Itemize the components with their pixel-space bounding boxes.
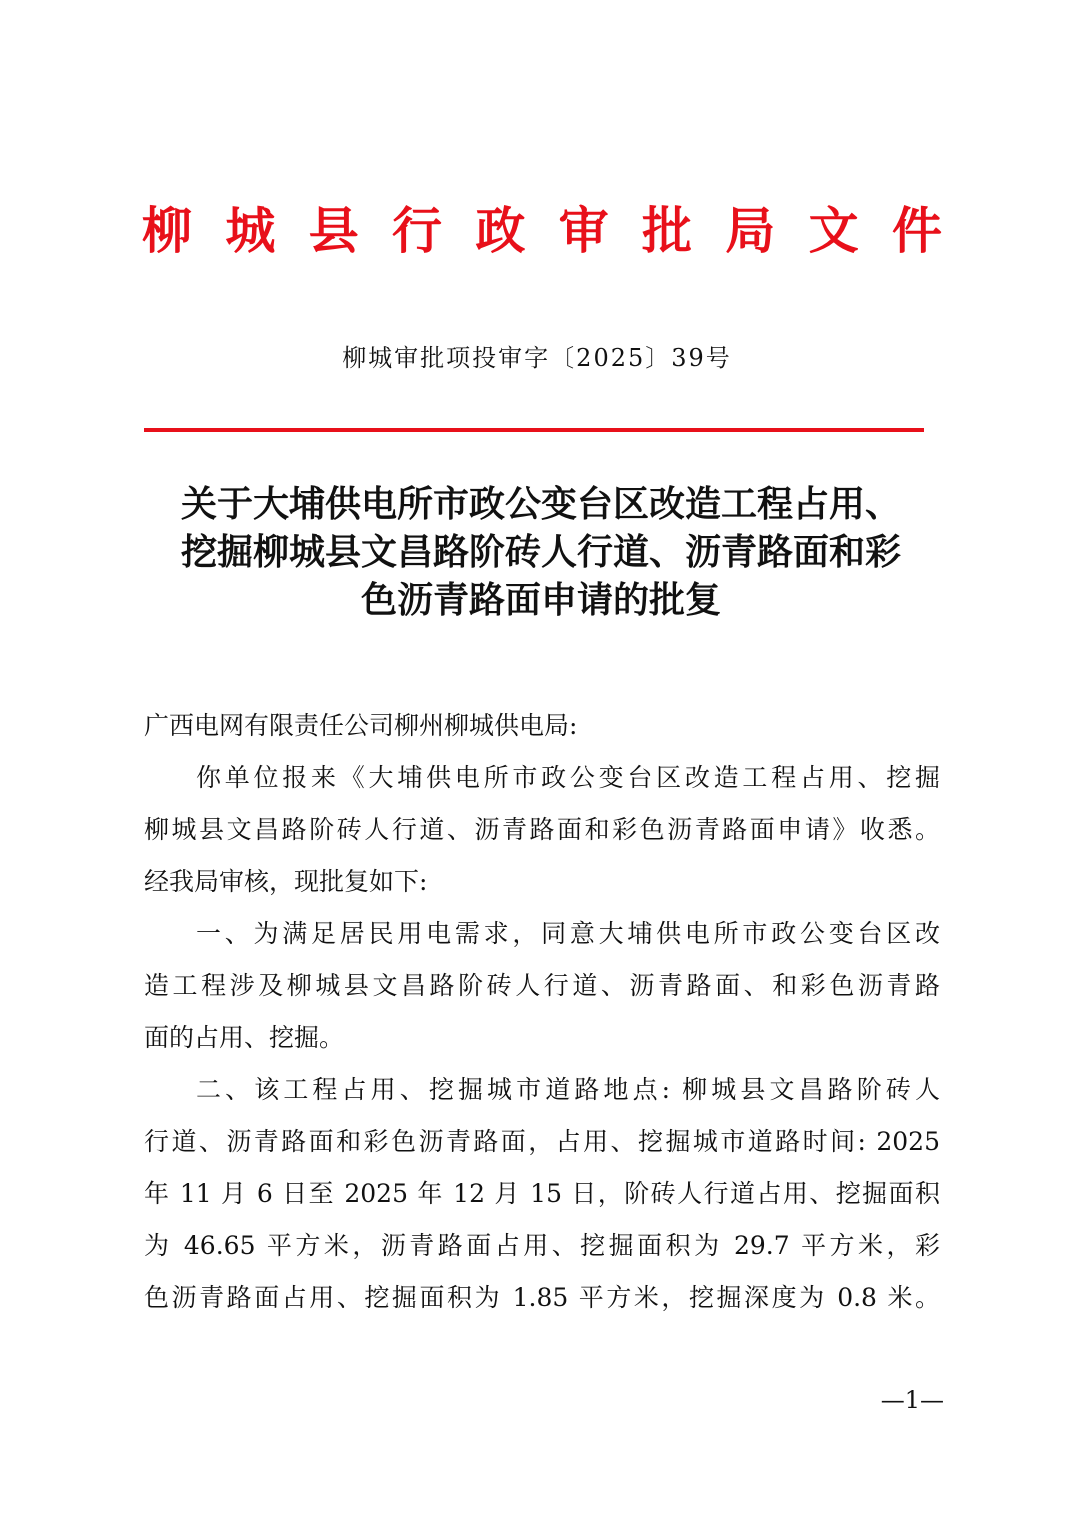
- body-line: 面的占用、挖掘。: [144, 1023, 345, 1052]
- document-number: 柳城审批项投审字〔2025〕39号: [342, 344, 732, 372]
- letterhead: [142, 196, 942, 266]
- letterhead-char: 行: [391, 201, 442, 260]
- red-divider: [144, 428, 924, 432]
- body-line: 二、该工程占用、挖掘城市道路地点: 柳城县文昌路阶砖人: [196, 1075, 940, 1104]
- page-number: —1—: [880, 1386, 944, 1414]
- body-line: 造工程涉及柳城县文昌路阶砖人行道、沥青路面、和彩色沥青路: [144, 971, 940, 1000]
- recipient: 广西电网有限责任公司柳州柳城供电局:: [144, 711, 578, 740]
- body-line: 年 11 月 6 日至 2025 年 12 月 15 日，阶砖人行道占用、挖掘面积: [144, 1179, 940, 1208]
- body-line: 色沥青路面占用、挖掘面积为 1.85 平方米，挖掘深度为 0.8 米。: [144, 1283, 940, 1312]
- body-line: 经我局审核，现批复如下:: [144, 867, 428, 896]
- letterhead-char: 局: [725, 201, 776, 260]
- document-title: [140, 480, 942, 624]
- title-line: 挖掘柳城县文昌路阶砖人行道、沥青路面和彩: [180, 531, 901, 573]
- body-line: 一、为满足居民用电需求，同意大埔供电所市政公变台区改: [196, 919, 940, 948]
- body-line: 柳城县文昌路阶砖人行道、沥青路面和彩色沥青路面申请》收悉。: [144, 815, 940, 844]
- body-line: 为 46.65 平方米，沥青路面占用、挖掘面积为 29.7 平方米，彩: [144, 1231, 940, 1260]
- body-line: 你单位报来《大埔供电所市政公变台区改造工程占用、挖掘: [196, 763, 940, 792]
- letterhead-char: 政: [475, 201, 526, 260]
- document-body: [144, 700, 940, 1324]
- title-line: 关于大埔供电所市政公变台区改造工程占用、: [180, 483, 901, 525]
- letterhead-char: 件: [891, 201, 942, 260]
- letterhead-char: 批: [641, 201, 692, 260]
- letterhead-char: 城: [225, 201, 276, 260]
- letterhead-char: 审: [558, 201, 609, 260]
- letterhead-char: 文: [808, 201, 859, 260]
- letterhead-char: 柳: [142, 201, 192, 260]
- title-line: 色沥青路面申请的批复: [360, 579, 721, 621]
- body-line: 行道、沥青路面和彩色沥青路面，占用、挖掘城市道路时间: 2025: [144, 1127, 940, 1156]
- letterhead-char: 县: [308, 201, 359, 260]
